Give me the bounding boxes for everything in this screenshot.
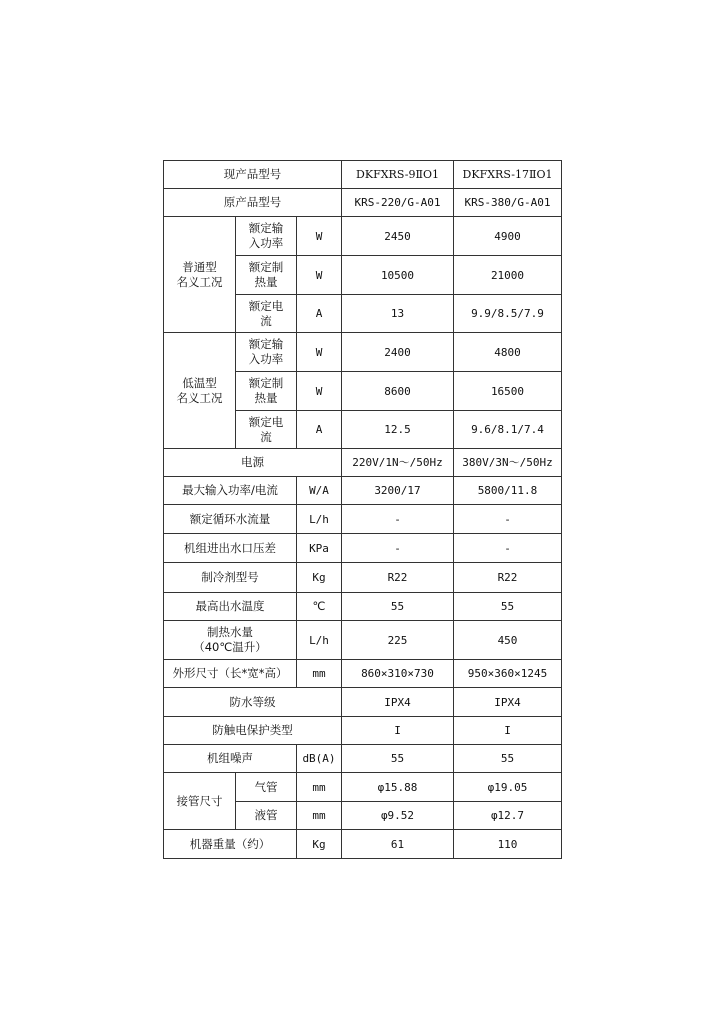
value-cell: 5800/11.8 xyxy=(454,477,562,505)
table-row xyxy=(164,593,562,621)
value-cell: - xyxy=(454,505,562,534)
row-label: 制热水量 （40℃温升） xyxy=(164,621,297,660)
row-label: 额定输 入功率 xyxy=(236,333,297,372)
row-label: 防触电保护类型 xyxy=(164,717,342,745)
value-model-1: KRS-220/G-A01 xyxy=(342,189,454,217)
table-row xyxy=(164,830,562,859)
table-row xyxy=(164,189,562,217)
table-row xyxy=(164,534,562,563)
row-label: 额定循环水流量 xyxy=(164,505,297,534)
table-row xyxy=(164,773,562,802)
row-label: 机组进出水口压差 xyxy=(164,534,297,563)
value-cell: 225 xyxy=(342,621,454,660)
value-cell: I xyxy=(454,717,562,745)
value-cell: 4900 xyxy=(454,217,562,256)
group-label-line: 普通型 xyxy=(182,259,217,274)
unit-cell: KPa xyxy=(297,534,342,563)
value-cell: - xyxy=(342,534,454,563)
value-cell: 950×360×1245 xyxy=(454,660,562,688)
unit-cell: W/A xyxy=(297,477,342,505)
table-row xyxy=(164,477,562,505)
value-cell: 9.6/8.1/7.4 xyxy=(454,411,562,449)
unit-cell: W xyxy=(297,333,342,372)
value-cell: 450 xyxy=(454,621,562,660)
table-row xyxy=(164,745,562,773)
unit-cell: dB(A) xyxy=(297,745,342,773)
row-label: 现产品型号 xyxy=(164,161,342,189)
unit-cell: Kg xyxy=(297,830,342,859)
row-label: 防水等级 xyxy=(164,688,342,717)
row-label: 气管 xyxy=(236,773,297,802)
unit-cell: W xyxy=(297,217,342,256)
row-label: 额定电 流 xyxy=(236,411,297,449)
group-label-line: 名义工况 xyxy=(176,390,223,405)
row-label: 电源 xyxy=(164,449,342,477)
spec-table xyxy=(163,160,562,859)
unit-cell: W xyxy=(297,256,342,295)
value-model-2: KRS-380/G-A01 xyxy=(454,189,562,217)
value-cell: φ15.88 xyxy=(342,773,454,802)
row-label: 原产品型号 xyxy=(164,189,342,217)
unit-cell: L/h xyxy=(297,505,342,534)
value-cell: 21000 xyxy=(454,256,562,295)
value-cell: 55 xyxy=(454,745,562,773)
unit-cell: mm xyxy=(297,660,342,688)
value-cell: 10500 xyxy=(342,256,454,295)
value-cell: I xyxy=(342,717,454,745)
value-cell: 3200/17 xyxy=(342,477,454,505)
value-cell: 110 xyxy=(454,830,562,859)
value-cell: 2400 xyxy=(342,333,454,372)
value-cell: R22 xyxy=(342,563,454,593)
row-label: 最大输入功率/电流 xyxy=(164,477,297,505)
group-label xyxy=(164,333,236,449)
table-row xyxy=(164,563,562,593)
row-label: 额定制 热量 xyxy=(236,256,297,295)
value-cell: φ12.7 xyxy=(454,802,562,830)
unit-cell: ℃ xyxy=(297,593,342,621)
table-row xyxy=(164,688,562,717)
group-label: 接管尺寸 xyxy=(164,773,236,830)
row-label: 额定制 热量 xyxy=(236,372,297,411)
value-cell: 12.5 xyxy=(342,411,454,449)
value-cell: - xyxy=(454,534,562,563)
unit-cell: A xyxy=(297,411,342,449)
value-cell: - xyxy=(342,505,454,534)
value-cell: 2450 xyxy=(342,217,454,256)
value-cell: 380V/3N～/50Hz xyxy=(454,449,562,477)
table-row xyxy=(164,217,562,256)
value-cell: 860×310×730 xyxy=(342,660,454,688)
unit-cell: mm xyxy=(297,773,342,802)
table-row xyxy=(164,717,562,745)
value-cell: 8600 xyxy=(342,372,454,411)
group-label-line: 低温型 xyxy=(182,375,217,390)
value-cell: IPX4 xyxy=(454,688,562,717)
value-model-2: DKFXRS-17ⅡO1 xyxy=(454,161,562,189)
value-cell: 4800 xyxy=(454,333,562,372)
value-cell: 13 xyxy=(342,295,454,333)
table-row xyxy=(164,161,562,189)
value-cell: φ19.05 xyxy=(454,773,562,802)
unit-cell: A xyxy=(297,295,342,333)
value-model-1: DKFXRS-9ⅡO1 xyxy=(342,161,454,189)
table-row xyxy=(164,333,562,372)
group-label-line: 名义工况 xyxy=(176,274,223,289)
value-cell: 61 xyxy=(342,830,454,859)
value-cell: 9.9/8.5/7.9 xyxy=(454,295,562,333)
unit-cell: Kg xyxy=(297,563,342,593)
row-label: 液管 xyxy=(236,802,297,830)
row-label: 制冷剂型号 xyxy=(164,563,297,593)
group-label xyxy=(164,217,236,333)
value-cell: IPX4 xyxy=(342,688,454,717)
unit-cell: W xyxy=(297,372,342,411)
row-label: 额定输 入功率 xyxy=(236,217,297,256)
row-label: 机器重量（约） xyxy=(164,830,297,859)
table-row xyxy=(164,449,562,477)
row-label: 机组噪声 xyxy=(164,745,297,773)
value-cell: 55 xyxy=(342,745,454,773)
value-cell: R22 xyxy=(454,563,562,593)
value-cell: φ9.52 xyxy=(342,802,454,830)
table-row xyxy=(164,660,562,688)
value-cell: 55 xyxy=(342,593,454,621)
row-label: 额定电 流 xyxy=(236,295,297,333)
row-label: 最高出水温度 xyxy=(164,593,297,621)
row-label: 外形尺寸（长*宽*高） xyxy=(164,660,297,688)
table-row xyxy=(164,621,562,660)
value-cell: 16500 xyxy=(454,372,562,411)
value-cell: 220V/1N～/50Hz xyxy=(342,449,454,477)
table-row xyxy=(164,505,562,534)
value-cell: 55 xyxy=(454,593,562,621)
unit-cell: L/h xyxy=(297,621,342,660)
unit-cell: mm xyxy=(297,802,342,830)
